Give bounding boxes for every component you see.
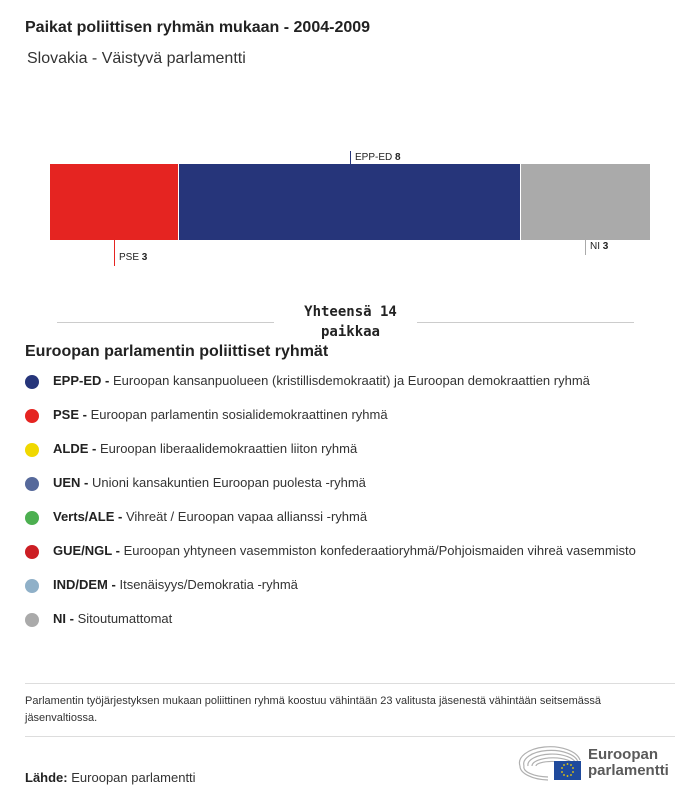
divider-right	[417, 322, 634, 323]
color-dot-icon	[25, 375, 39, 389]
legend-item-alde: ALDE - Euroopan liberaalidemokraattien liiton ryhmä	[25, 440, 665, 458]
legend-item-verts-ale: Verts/ALE - Vihreät / Euroopan vapaa allianssi -ryhmä	[25, 508, 665, 526]
bar-label-ni: NI 3	[585, 240, 608, 255]
legend-title: Euroopan parlamentin poliittiset ryhmät	[25, 343, 329, 360]
bar-label-pse: PSE 3	[114, 240, 147, 266]
color-dot-icon	[25, 579, 39, 593]
bar-segment-ni	[520, 164, 650, 240]
divider	[25, 683, 675, 684]
color-dot-icon	[25, 477, 39, 491]
chart-title: Paikat poliittisen ryhmän mukaan - 2004-2009	[25, 19, 371, 36]
bar-segment-pse	[50, 164, 178, 240]
color-dot-icon	[25, 409, 39, 423]
logo-text: Euroopan parlamentti	[588, 746, 669, 779]
color-dot-icon	[25, 613, 39, 627]
total-seats-label: Yhteensä 14 paikkaa	[304, 304, 397, 340]
color-dot-icon	[25, 545, 39, 559]
bar-label-epp-ed: EPP-ED 8	[350, 151, 401, 164]
total-seats	[57, 302, 634, 342]
color-dot-icon	[25, 511, 39, 525]
legend-item-ni: NI - Sitoutumattomat	[25, 610, 665, 628]
divider-left	[57, 322, 274, 323]
footnote: Parlamentin työjärjestyksen mukaan poliittinen ryhmä koostuu vähintään 23 valitusta jäsenestä vähintään seitsemässä jäsenvaltiossa.	[25, 695, 601, 724]
european-parliament-logo	[518, 744, 669, 782]
legend-item-uen: UEN - Unioni kansakuntien Euroopan puolesta -ryhmä	[25, 474, 665, 492]
stacked-bar	[50, 164, 650, 240]
legend	[25, 372, 665, 644]
legend-item-gue-ngl: GUE/NGL - Euroopan yhtyneen vasemmiston konfederaatioryhmä/Pohjoismaiden vihreä vasemmisto	[25, 542, 665, 560]
legend-item-ind-dem: IND/DEM - Itsenäisyys/Demokratia -ryhmä	[25, 576, 665, 594]
legend-item-pse: PSE - Euroopan parlamentin sosialidemokraattinen ryhmä	[25, 406, 665, 424]
legend-item-epp-ed: EPP-ED - Euroopan kansanpuolueen (kristillisdemokraatit) ja Euroopan demokraattien ryhmä	[25, 372, 665, 390]
european-parliament-logo-icon	[518, 744, 582, 782]
source: Lähde: Euroopan parlamentti	[25, 770, 196, 785]
chart-subtitle: Slovakia - Väistyvä parlamentti	[27, 50, 246, 67]
divider	[25, 736, 675, 737]
bar-segment-epp-ed	[178, 164, 520, 240]
color-dot-icon	[25, 443, 39, 457]
